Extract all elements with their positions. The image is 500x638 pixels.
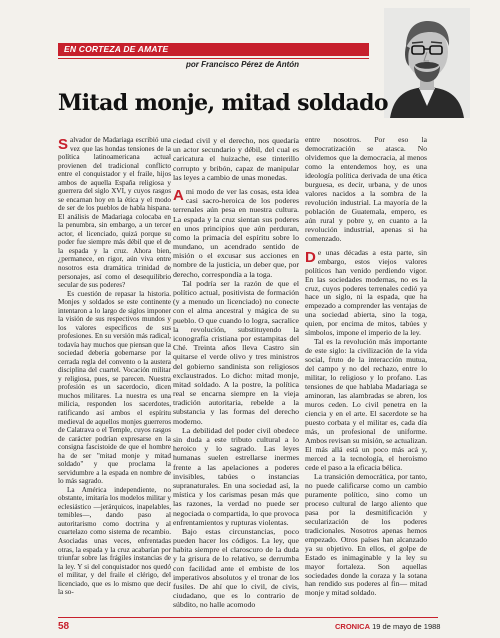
col2-paragraph-5: Bajo estas circunstancias, poco pueden hacer los códigos. La ley, que habita siempre el claroscuro de la duda y la grisura de lo relativo, se derrumba con facilidad ante el embiste de los imperativos absolutos y el tronar de los fusiles. De ahí que lo civil, de civis, ciudadano, que es lo contrario de súbdito, no halle acomodo — [173, 526, 299, 610]
magazine-name: CRONICA — [335, 622, 370, 631]
col2-paragraph-4: La debilidad del poder civil obedece sin duda a este tributo cultural a lo heroico y lo sagrado. Las leyes humanas suelen estrellarse inermes frente a las apelaciones a poderes invisibles, tabúes o instancias supranaturales. En una sociedad así, la mística y los carismas pesan más que las razones, la verdad no puede ser negociada o compartida, lo que provoca enfrentamientos y rupturas violentas. — [173, 425, 299, 527]
col3-paragraph-1: entre nosotros. Por eso la democratización se atasca. No olvidemos que la democracia, al menos como la entendemos hoy, es una ideología política derivada de una ética burguesa, es decir, urbana, y de unos valores nacidos a la sombra de la revolución industrial. La mayoría de la población de Guatemala, empero, es aún rural y pobre y, en cuanto a la revolución industrial, apenas si ha comenzado. — [305, 135, 427, 243]
col2-paragraph-3: Tal podría ser la razón de que el político actual, positivista de formación (y a menudo un licenciado) no conecte con el alma ancestral y mágica de su pueblo. O que cuando lo logra, sacralice la revolución, substituyendo la iconografía cristiana por estampitas del Ché. Treinta años lleva Castro sin quitarse el verde olivo y tres ministros del gobierno sandinista son religiosos exclaustrados. Lo dicho: mitad monje, mitad soldado. A la postre, la política real se encarna siempre en la vieja tradición autoritaria, rebelde a la substancia y las formas del derecho moderno. — [173, 278, 299, 426]
drop-cap: S — [58, 136, 69, 153]
col2-paragraph-1: ciedad civil y el derecho, nos quedaría un actor secundario y débil, del cual es caricatura el huizache, ese tinterillo corrupto y bribón, capaz de manipular las leyes a cambio de unas monedas. — [173, 136, 299, 182]
drop-cap: D — [305, 248, 316, 266]
col2-paragraph-2-text: mi modo de ver las cosas, esta idea casi sacro-heroica de los poderes terrenales aún pesa en nuestra cultura. La espada y la cruz sientan sus poderes en unos principios que aún perduran, como la primacía del espíritu sobre lo mundano, un acendrado sentido de misión o el excusar sus acciones en nombre de la justicia, un deber que, por derecho, correspondía a la toga. — [173, 186, 299, 279]
page-number: 58 — [58, 621, 70, 632]
author-portrait-image — [384, 8, 470, 118]
col2-paragraph-2 — [173, 187, 299, 279]
byline: por Francisco Pérez de Antón — [186, 60, 300, 69]
article-column-3 — [305, 136, 427, 598]
col3-paragraph-2 — [305, 249, 427, 339]
col1-paragraph-3: La América independiente, no obstante, imitaría los modelos militar y eclesiástico —jerárquicos, inapelables, temibles—, dando paso al autoritarismo como doctrina y al cuartelazo como sistema de recambio. Asociadas unas veces, enfrentadas otras, la espada y la cruz acabarían por triunfar sobre las frágiles instancias de la ley. Y si del conquistador nos quedó el militar, y del fraile el clérigo, del licenciado, que es lo mismo que decir la so- — [58, 485, 171, 597]
footer-rule — [58, 617, 438, 618]
col3-paragraph-4: La transición democrática, por tanto, no puede calificarse como un cambio puramente político, sino como un proceso cultural de largo aliento que pasa por la desmitificación y secularización de los poderes tradicionales. Nosotros apenas hemos empezado. Otros países han alcanzado ya su objetivo. En ellos, el golpe de Estado es inimaginable y la ley su mayor fortaleza. Son aquellas sociedades donde la coraza y la sotana han rendido sus poderes al fin— mitad monje y mitad soldado. — [305, 471, 427, 598]
article-column-2 — [173, 136, 299, 610]
article-headline: Mitad monje, mitad soldado — [58, 90, 388, 116]
article-column-1 — [58, 136, 171, 597]
col1-paragraph-1-text: alvador de Madariaga escribió una vez que las hondas tensiones de la política latinoamericana actual provienen del tradicional conflicto entre el conquistador y el fraile, hijos ambos de aquella España religiosa y guerrera del siglo XVI, y cuyos rasgos se encarnan hoy en la ética y el modo de ser de los pueblos de habla hispana. El análisis de Madariaga colocaba en la penumbra, sin embargo, a un tercer actor, el licenciado, quizá porque su poder fue siempre más débil que el de la espada y la cruz. Ahora bien, ¿permanece, en rigor, aún viva entre nosotros esta dramática trinidad de personajes, así como el desequilibrio secular de sus poderes? — [58, 136, 171, 290]
author-photo — [384, 8, 470, 118]
footer-publication — [335, 622, 440, 631]
header-rule — [58, 58, 369, 59]
col3-paragraph-3: Tal es la revolución más importante de este siglo: la civilización de la vida social, fruto de la interacción mutua, del campo y no del rechazo, entre lo militar, lo religioso y lo profano. Las tensiones de que hablaba Madariaga se aminoran, las alambradas se abren, los muros ceden. Lo civil penetra en la ciencia y en el arte. El sacerdote se ha puesto corbata y el militar es, cada día más, un profesional de uniforme. Ambos revisan su misión, se actualizan. El más allá está un poco más acá y, merced a la tecnología, el heroísmo cede el paso a la eficacia bélica. — [305, 337, 427, 472]
col3-paragraph-2-text: e unas décadas a esta parte, sin embargo, estos viejos valores políticos han venido perdiendo vigor. En las sociedades modernas, no es la cruz, cuyos poderes terrenales cedió ya hace un siglo, ni la espada, que ha empezado a comprender las ventajas de una sociedad abierta, sino la toga, quien, por encima de mitos, tabúes y símbolos, impone el imperio de la ley. — [305, 247, 427, 338]
col1-paragraph-1 — [58, 136, 171, 290]
drop-cap: A — [173, 186, 184, 204]
section-title: EN CORTEZA DE AMATE — [64, 44, 169, 54]
issue-date: 19 de mayo de 1988 — [372, 622, 441, 631]
col1-paragraph-2: Es cuestión de repasar la historia. Monjes y soldados se este continente intentaron a lo largo de siglos imponer la visión de sus respectivos mundos y los valores específicos de sus profesiones. En su versión más radical, todavía hay muchos que piensan que la sociedad debería gobernarse por la cerrada regla del convento o la austera disciplina del cuartel. Vocación militar y religiosa, pues, se parecen. Nuestra profesión es un sacerdocio, dicen muchos militares. La nuestra es una milicia, responden los sacerdotes, ratificando así ambos el espíritu medieval de aquellos monjes guerreros de Calatrava o el Temple, cuyos rasgos de carácter podrían expresarse en la consigna fascistoide de que el hombre ha de ser "mitad monje y mitad soldado" y que proclama la servidumbre a la espada en nombre de lo más sagrado. — [58, 289, 171, 486]
